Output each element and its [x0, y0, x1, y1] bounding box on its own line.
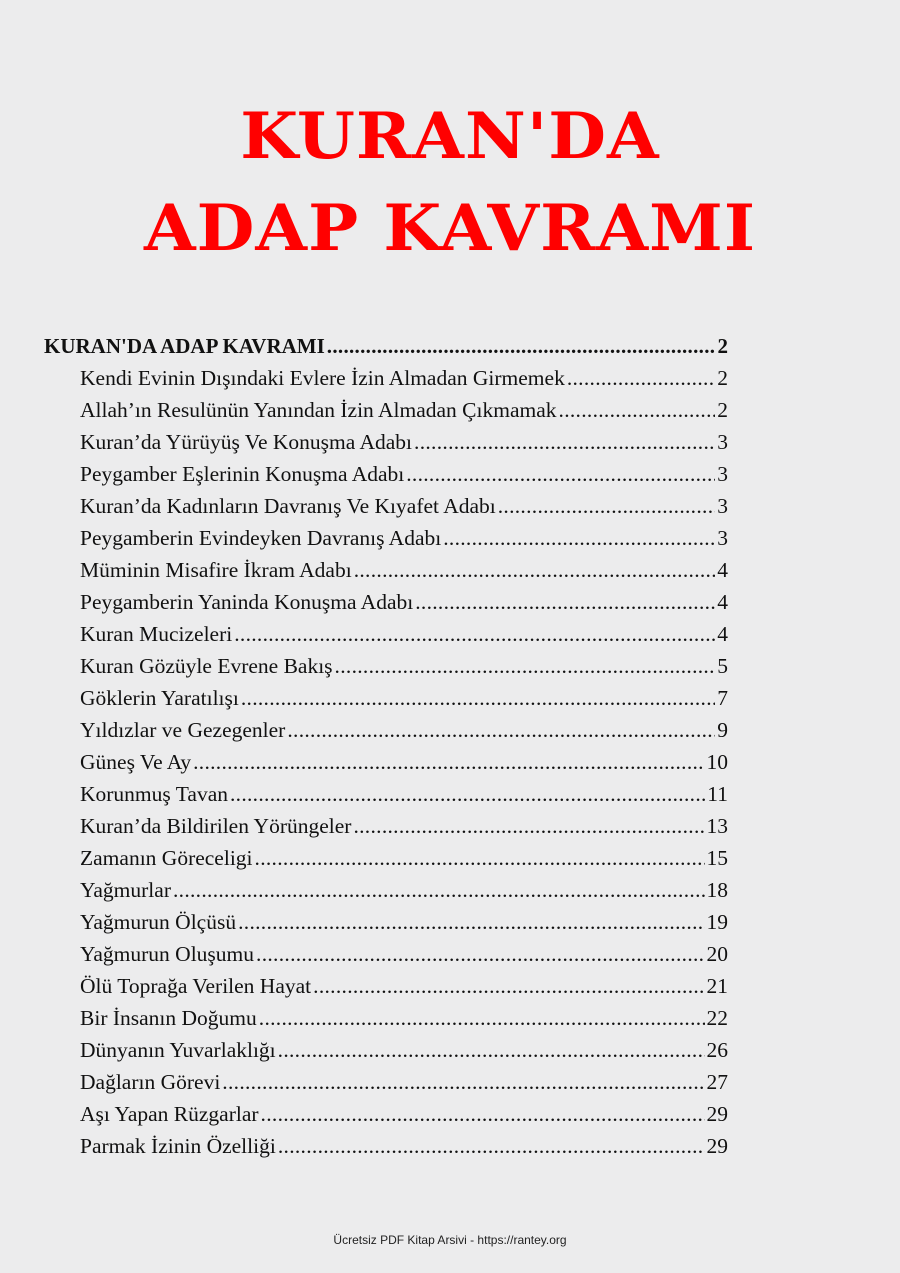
toc-entry-label: Dünyanın Yuvarlaklığı	[80, 1038, 276, 1062]
toc-dot-leader	[222, 1066, 704, 1098]
toc-entry-label: KURAN'DA ADAP KAVRAMI	[44, 334, 325, 358]
toc-page-number: 29	[706, 1102, 728, 1126]
toc-dot-leader	[567, 362, 715, 394]
table-of-contents	[44, 330, 728, 1162]
toc-entry-label: Kuran Mucizeleri	[80, 622, 233, 646]
title-line-2: ADAP KAVRAMI	[143, 190, 757, 266]
toc-entry[interactable]	[44, 490, 728, 522]
toc-entry[interactable]	[44, 618, 728, 650]
toc-page-number: 22	[706, 1006, 728, 1030]
toc-entry-label: Bir İnsanın Doğumu	[80, 1006, 257, 1030]
toc-entry-label: Müminin Misafire İkram Adabı	[80, 558, 352, 582]
toc-dot-leader	[259, 1002, 705, 1034]
title-line-1: KURAN'DA	[240, 98, 660, 174]
toc-entry-label: Peygamberin Evindeyken Davranış Adabı	[80, 526, 442, 550]
toc-page-number: 3	[717, 462, 728, 486]
toc-page-number: 26	[706, 1038, 728, 1062]
toc-page-number: 2	[717, 366, 728, 390]
toc-page-number: 19	[706, 910, 728, 934]
toc-entry[interactable]	[44, 906, 728, 938]
toc-dot-leader	[327, 330, 716, 362]
toc-entry[interactable]	[44, 650, 728, 682]
page-title	[0, 91, 900, 275]
toc-entry-label: Korunmuş Tavan	[80, 782, 228, 806]
toc-entry-label: Zamanın Göreceligi	[80, 846, 253, 870]
toc-entry-label: Yağmurlar	[80, 878, 171, 902]
toc-dot-leader	[353, 810, 704, 842]
toc-entry[interactable]	[44, 1098, 728, 1130]
toc-entry-label: Aşı Yapan Rüzgarlar	[80, 1102, 259, 1126]
toc-entry[interactable]	[44, 970, 728, 1002]
toc-page-number: 4	[717, 622, 728, 646]
toc-dot-leader	[287, 714, 715, 746]
toc-page-number: 27	[706, 1070, 728, 1094]
toc-entry-label: Parmak İzinin Özelliği	[80, 1134, 276, 1158]
toc-dot-leader	[414, 426, 715, 458]
toc-page-number: 29	[706, 1134, 728, 1158]
toc-entry[interactable]	[44, 714, 728, 746]
toc-dot-leader	[354, 554, 716, 586]
toc-entry[interactable]	[44, 394, 728, 426]
toc-dot-leader	[261, 1098, 705, 1130]
toc-entry[interactable]	[44, 522, 728, 554]
toc-entry-label: Kuran’da Yürüyüş Ve Konuşma Adabı	[80, 430, 413, 454]
toc-entry-label: Ölü Toprağa Verilen Hayat	[80, 974, 312, 998]
toc-dot-leader	[278, 1034, 705, 1066]
toc-entry[interactable]	[44, 938, 728, 970]
toc-entry[interactable]	[44, 810, 728, 842]
toc-page-number: 11	[707, 782, 728, 806]
toc-entry[interactable]	[44, 1130, 728, 1162]
toc-entry[interactable]	[44, 682, 728, 714]
toc-page-number: 7	[717, 686, 728, 710]
toc-dot-leader	[234, 618, 715, 650]
toc-page-number: 15	[706, 846, 728, 870]
toc-page-number: 2	[717, 334, 728, 358]
toc-page-number: 21	[706, 974, 728, 998]
toc-page-number: 3	[717, 430, 728, 454]
toc-page-number: 9	[717, 718, 728, 742]
toc-dot-leader	[313, 970, 704, 1002]
toc-entry-label: Yıldızlar ve Gezegenler	[80, 718, 286, 742]
toc-page-number: 10	[706, 750, 728, 774]
toc-entry[interactable]	[44, 1034, 728, 1066]
toc-entry[interactable]	[44, 1066, 728, 1098]
toc-entry-label: Kuran’da Kadınların Davranış Ve Kıyafet Adabı	[80, 494, 496, 518]
toc-page-number: 18	[706, 878, 728, 902]
footer-text: Ücretsiz PDF Kitap Arsivi - https://rantey.org	[333, 1233, 567, 1247]
toc-page-number: 3	[717, 494, 728, 518]
toc-page-number: 5	[717, 654, 728, 678]
toc-entry[interactable]	[44, 554, 728, 586]
toc-entry-label: Peygamberin Yaninda Konuşma Adabı	[80, 590, 414, 614]
toc-entry[interactable]	[44, 426, 728, 458]
toc-entry[interactable]	[44, 1002, 728, 1034]
toc-entry[interactable]	[44, 874, 728, 906]
toc-dot-leader	[255, 842, 705, 874]
toc-page-number: 3	[717, 526, 728, 550]
toc-dot-leader	[443, 522, 715, 554]
toc-page-number: 13	[706, 814, 728, 838]
toc-page-number: 4	[717, 558, 728, 582]
toc-entry-label: Kendi Evinin Dışındaki Evlere İzin Almadan Girmemek	[80, 366, 565, 390]
toc-dot-leader	[278, 1130, 705, 1162]
toc-entry-label: Göklerin Yaratılışı	[80, 686, 239, 710]
toc-entry[interactable]	[44, 778, 728, 810]
toc-entry[interactable]	[44, 842, 728, 874]
toc-dot-leader	[256, 938, 704, 970]
toc-entry-label: Kuran Gözüyle Evrene Bakış	[80, 654, 333, 678]
toc-entry-label: Dağların Görevi	[80, 1070, 221, 1094]
toc-dot-leader	[238, 906, 704, 938]
toc-page-number: 20	[706, 942, 728, 966]
toc-entry-label: Yağmurun Ölçüsü	[80, 910, 237, 934]
toc-dot-leader	[241, 682, 715, 714]
toc-dot-leader	[559, 394, 716, 426]
toc-dot-leader	[173, 874, 705, 906]
toc-page-number: 4	[717, 590, 728, 614]
toc-dot-leader	[335, 650, 716, 682]
toc-dot-leader	[415, 586, 715, 618]
toc-entry-label: Yağmurun Oluşumu	[80, 942, 255, 966]
toc-dot-leader	[193, 746, 704, 778]
toc-page-number: 2	[717, 398, 728, 422]
toc-entry[interactable]	[44, 586, 728, 618]
toc-entry-label: Allah’ın Resulünün Yanından İzin Almadan Çıkmamak	[80, 398, 557, 422]
toc-dot-leader	[230, 778, 705, 810]
toc-entry-label: Peygamber Eşlerinin Konuşma Adabı	[80, 462, 405, 486]
toc-entry-label: Kuran’da Bildirilen Yörüngeler	[80, 814, 352, 838]
toc-entry[interactable]	[44, 746, 728, 778]
toc-entry[interactable]	[44, 458, 728, 490]
toc-entry-label: Güneş Ve Ay	[80, 750, 192, 774]
toc-dot-leader	[498, 490, 716, 522]
toc-heading-entry[interactable]	[44, 330, 728, 362]
toc-entry[interactable]	[44, 362, 728, 394]
toc-dot-leader	[406, 458, 715, 490]
